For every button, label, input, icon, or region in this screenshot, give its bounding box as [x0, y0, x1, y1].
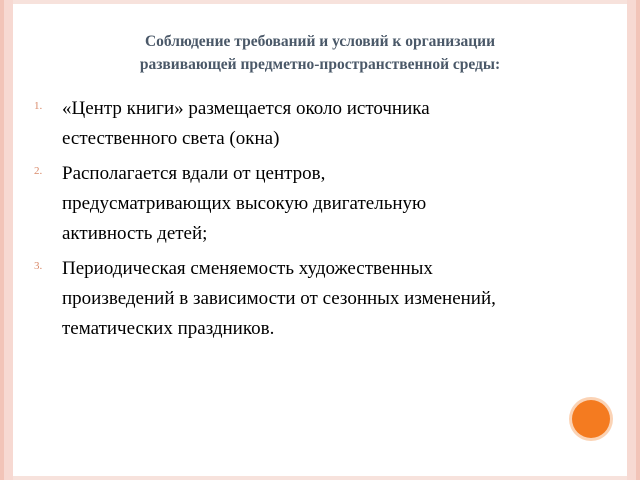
list-item-number: 2.	[34, 165, 43, 177]
list-item-number: 3.	[34, 260, 43, 272]
list-item-line: Располагается вдали от центров,	[62, 163, 326, 184]
list-item-text	[62, 94, 574, 154]
left-border-decoration	[0, 0, 13, 480]
list-item-line: естественного света (окна)	[62, 128, 280, 149]
list-item-text	[62, 254, 574, 344]
right-border-decoration	[627, 0, 640, 480]
list-item	[34, 254, 574, 344]
list-item-line: тематических праздников.	[62, 318, 275, 339]
list-item-line: «Центр книги» размещается около источника	[62, 98, 430, 119]
list-item-text	[62, 159, 574, 249]
bottom-border-decoration	[13, 476, 627, 480]
top-border-decoration	[13, 0, 627, 4]
slide-title-line: развивающей предметно-пространственной среды:	[139, 56, 501, 73]
list-item-line: произведений в зависимости от сезонных изменений,	[62, 288, 496, 309]
list-item	[34, 94, 574, 154]
list-item	[34, 159, 574, 249]
list-item-line: активность детей;	[62, 223, 208, 244]
numbered-list	[34, 94, 574, 349]
list-item-number: 1.	[34, 100, 43, 112]
slide-title-line: Соблюдение требований и условий к организации	[144, 33, 496, 50]
orange-circle-decoration	[572, 400, 610, 438]
list-item-line: предусматривающих высокую двигательную	[62, 193, 427, 214]
slide-title	[50, 30, 590, 76]
list-item-line: Периодическая сменяемость художественных	[62, 258, 433, 279]
